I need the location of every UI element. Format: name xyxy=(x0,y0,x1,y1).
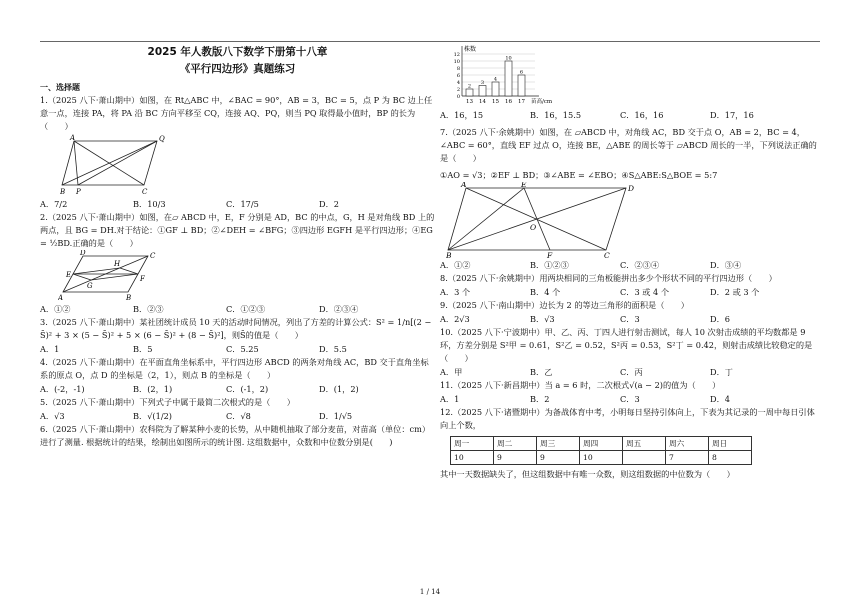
q6-option-c[interactable]: C．16，16 xyxy=(620,109,664,120)
q11-option-c[interactable]: C．3 xyxy=(620,393,640,404)
y-tick-label: 6 xyxy=(456,73,460,79)
q5-option-a[interactable]: A．√3 xyxy=(40,410,65,421)
q1-option-c[interactable]: C．17/5 xyxy=(226,198,259,209)
q3-option-c[interactable]: C．5.25 xyxy=(226,343,259,354)
fig2-label-b: B xyxy=(126,294,132,302)
x-tick-label: 15 xyxy=(492,99,499,105)
q3-option-b[interactable]: B．5 xyxy=(133,343,153,354)
q10-option-d[interactable]: D．丁 xyxy=(710,366,733,377)
x-axis-label: 苗高/cm xyxy=(531,99,553,105)
pullup-table xyxy=(450,436,752,465)
table-header-cell: 周五 xyxy=(623,437,666,451)
height-bar-chart xyxy=(444,44,584,108)
x-tick-label: 14 xyxy=(479,99,486,105)
q4-option-b[interactable]: B．(2，1) xyxy=(133,383,173,394)
q2-option-b[interactable]: B．②③ xyxy=(133,303,164,314)
q4-option-d[interactable]: D．(1，2) xyxy=(319,383,359,394)
q9-option-d[interactable]: D．6 xyxy=(710,313,730,324)
question-6-text: 6.（2025 八下·萧山期中）农科院为了解某种小麦的长势，从中随机抽取了部分麦苗，对苗高（单位：cm）进行了测量. 根据统计的结果，绘制出如图所示的统计图. 这组数据中，众数和中位数分别是( ) xyxy=(40,424,431,447)
bar-value-label: 10 xyxy=(505,55,512,62)
q10-option-c[interactable]: C．丙 xyxy=(620,366,643,377)
x-tick-label: 17 xyxy=(518,99,525,105)
y-tick-label: 4 xyxy=(456,80,460,86)
q8-option-c[interactable]: C．3 或 4 个 xyxy=(620,286,670,297)
question-10-text: 10.（2025 八下·宁波期中）甲、乙、丙、丁四人进行射击测试，每人 10 次射击成绩的平均数都是 9 环，方差分别是 S²甲 = 0.61，S²乙 = 0.52，S²丙 = 0.53，S²丁 = 0.42，则射击成绩比较稳定的是（ ） xyxy=(440,327,813,363)
fig2-label-a: A xyxy=(58,294,64,302)
bar-value-label: 4 xyxy=(493,76,498,83)
q9-option-a[interactable]: A．2√3 xyxy=(440,313,470,324)
bar xyxy=(479,86,486,97)
table-header-cell: 周二 xyxy=(494,437,537,451)
fig2-label-d: D xyxy=(80,250,86,257)
question-9-text: 9.（2025 八下·南山期中）边长为 2 的等边三角形的面积是（ ） xyxy=(440,300,689,310)
q11-option-a[interactable]: A．1 xyxy=(440,393,460,404)
table-cell: 9 xyxy=(537,451,580,465)
table-header-cell: 周四 xyxy=(580,437,623,451)
question-5-options xyxy=(40,409,435,423)
header-rule xyxy=(40,41,820,42)
y-axis-label: 株数 xyxy=(464,46,477,53)
question-7-options xyxy=(440,258,820,272)
y-tick-label: 8 xyxy=(456,66,460,72)
fig2-label-c: C xyxy=(150,252,156,260)
q5-option-c[interactable]: C．√8 xyxy=(226,410,251,421)
q3-option-d[interactable]: D．5.5 xyxy=(319,343,347,354)
question-7-items: ①AO = √3；②EF ⊥ BD；③∠ABE = ∠EBO；④S△ABE:S△BOE = 5:7 xyxy=(440,170,718,180)
question-2-options xyxy=(40,302,435,316)
fig1-label-c: C xyxy=(142,188,148,196)
question-12-after-text: 其中一天数据缺失了，但这组数据中有唯一众数，则这组数据的中位数为（ ） xyxy=(440,469,735,479)
table-cell: 10 xyxy=(580,451,623,465)
table-cell: 8 xyxy=(709,451,752,465)
q8-option-b[interactable]: B．4 个 xyxy=(530,286,561,297)
q5-option-b[interactable]: B．√(1/2) xyxy=(133,410,172,421)
q10-option-a[interactable]: A．甲 xyxy=(440,366,463,377)
right-column xyxy=(440,44,820,481)
q8-option-d[interactable]: D．2 或 3 个 xyxy=(710,286,760,297)
question-8-text: 8.（2025 八下·余姚期中）用两块相同的三角板能拼出多少个形状不同的平行四边形（ ） xyxy=(440,273,777,283)
fig7-label-f: F xyxy=(547,251,553,258)
question-7-text: 7.（2025 八下·余姚期中）如图，在 ▱ABCD 中，对角线 AC，BD 交于点 O，AB = 2，BC = 4，∠ABC = 60°，直线 EF 过点 O，连接 BE，△ABE 的周长等于 ▱ABCD 周长的一半，下列说法正确的是（ ） xyxy=(440,127,817,163)
bar-value-label: 6 xyxy=(519,69,524,76)
table-header-cell: 周三 xyxy=(537,437,580,451)
question-8-options xyxy=(440,285,820,299)
y-tick-label: 2 xyxy=(456,87,460,93)
q7-option-c[interactable]: C．②③④ xyxy=(620,259,660,270)
question-7-figure xyxy=(446,182,636,258)
q5-option-d[interactable]: D．1/√5 xyxy=(319,410,353,421)
question-1-figure xyxy=(60,133,190,197)
table-header-row xyxy=(451,437,752,451)
table-cell xyxy=(623,451,666,465)
q11-option-d[interactable]: D．4 xyxy=(710,393,730,404)
bar-value-label: 3 xyxy=(480,80,485,86)
question-11-options xyxy=(440,392,820,406)
question-5-text: 5.（2025 八下·萧山期中）下列式子中属于最简二次根式的是（ ） xyxy=(40,397,295,407)
question-3-options xyxy=(40,342,435,356)
table-cell: 10 xyxy=(451,451,494,465)
q6-option-a[interactable]: A．16，15 xyxy=(440,109,484,120)
table-header-cell: 周日 xyxy=(709,437,752,451)
fig7-label-b: B xyxy=(446,251,452,258)
question-12-text: 12.（2025 八下·诸暨期中）为备战体育中考，小明每日坚持引体向上，下表为其记录的一周中每日引体向上个数， xyxy=(440,407,815,430)
fig2-label-g: G xyxy=(87,282,93,290)
question-6-options xyxy=(440,108,820,122)
fig7-label-e: E xyxy=(521,182,527,189)
page-title-line2: 《平行四边形》真题练习 xyxy=(179,63,296,75)
q7-option-a[interactable]: A．①② xyxy=(440,259,471,270)
table-row xyxy=(451,451,752,465)
bar xyxy=(518,75,525,96)
question-2-figure xyxy=(58,250,168,302)
y-tick-label: 12 xyxy=(453,52,460,58)
q1-option-b[interactable]: B．10/3 xyxy=(133,198,166,209)
fig7-label-c: C xyxy=(604,251,610,258)
question-3-text: 3.（2025 八下·萧山期中）某社团统计成员 10 天的活动时间情况，列出了方差的计算公式：S² = 1/n[(2 − S̄)² + 3 × (5 − S̄)² + 5 × (6 − S̄)² + (8 − S̄)²]，则S̄的值是（ ） xyxy=(40,317,432,340)
bar xyxy=(505,61,512,96)
fig2-label-f: F xyxy=(140,275,145,283)
q9-option-b[interactable]: B．√3 xyxy=(530,313,555,324)
fig1-label-a: A xyxy=(70,134,76,142)
x-tick-label: 13 xyxy=(466,99,473,105)
q10-option-b[interactable]: B．乙 xyxy=(530,366,553,377)
fig1-label-b: B xyxy=(60,188,66,196)
bar-value-label: 2 xyxy=(467,83,472,90)
fig7-label-d: D xyxy=(628,184,635,193)
bar xyxy=(466,89,473,96)
section-heading: 一、选择题 xyxy=(40,83,80,92)
fig7-label-a: A xyxy=(461,182,467,189)
q7-option-b[interactable]: B．①②③ xyxy=(530,259,569,270)
y-tick-label: 0 xyxy=(456,94,460,100)
q6-option-d[interactable]: D．17，16 xyxy=(710,109,754,120)
q4-option-c[interactable]: C．(-1，2) xyxy=(226,383,269,394)
fig2-label-e: E xyxy=(66,271,72,279)
q8-option-a[interactable]: A．3 个 xyxy=(440,286,471,297)
question-9-options xyxy=(440,312,820,326)
question-1-text: 1.（2025 八下·萧山期中）如图，在 Rt△ABC 中，∠BAC = 90°，AB = 3，BC = 5，点 P 为 BC 边上任意一点，连接 PA，将 PA 沿 BC 方向平移至 CQ，连接 AQ、PQ，则当 PQ 取得最小值时，BP 的长为（ ） xyxy=(40,95,433,131)
table-cell: 7 xyxy=(666,451,709,465)
question-1-options xyxy=(40,197,435,211)
fig1-label-q: Q xyxy=(159,135,165,143)
page-title-line1: 2025 年人教版八下数学下册第十八章 xyxy=(147,46,328,58)
table-header-cell: 周六 xyxy=(666,437,709,451)
question-2-text: 2.（2025 八下·萧山期中）如图，在▱ ABCD 中，E，F 分别是 AD，BC 的中点，G，H 是对角线 BD 上的两点，且 BG = DH.对于结论：①GF ⊥ BD；②∠DEH = ∠BFG；③四边形 EGFH 是平行四边形；④EG = ½BD.正确的是（ ） xyxy=(40,212,435,248)
y-tick-label: 10 xyxy=(453,59,460,65)
q2-option-d[interactable]: D．②③④ xyxy=(319,303,359,314)
left-column xyxy=(40,44,435,449)
fig7-label-o: O xyxy=(530,223,537,232)
table-cell: 9 xyxy=(494,451,537,465)
table-header-cell: 周一 xyxy=(451,437,494,451)
q4-option-a[interactable]: A．(-2，-1) xyxy=(40,383,85,394)
page-number: 1 / 14 xyxy=(419,588,441,596)
x-tick-label: 16 xyxy=(505,99,512,105)
q2-option-a[interactable]: A．①② xyxy=(40,303,71,314)
bar xyxy=(492,82,499,96)
question-4-options xyxy=(40,382,435,396)
question-10-options xyxy=(440,365,820,379)
question-11-text: 11.（2025 八下·新昌期中）当 a = 6 时，二次根式√(a − 2)的值为（ ） xyxy=(440,380,721,390)
q11-option-b[interactable]: B．2 xyxy=(530,393,550,404)
q3-option-a[interactable]: A．1 xyxy=(40,343,60,354)
q1-option-a[interactable]: A．7/2 xyxy=(40,198,68,209)
question-4-text: 4.（2025 八下·萧山期中）在平面直角坐标系中，平行四边形 ABCD 的两条对角线 AC，BD 交于直角坐标系的原点 O，点 D 的坐标是（2，1），则点 B 的坐标是（ ） xyxy=(40,357,429,380)
q2-option-c[interactable]: C．①②③ xyxy=(226,303,266,314)
fig2-label-h: H xyxy=(114,260,121,268)
q7-option-d[interactable]: D．③④ xyxy=(710,259,742,270)
q1-option-d[interactable]: D．2 xyxy=(319,198,339,209)
q6-option-b[interactable]: B．16，15.5 xyxy=(530,109,582,120)
fig1-label-p: P xyxy=(76,188,81,196)
q9-option-c[interactable]: C．3 xyxy=(620,313,640,324)
